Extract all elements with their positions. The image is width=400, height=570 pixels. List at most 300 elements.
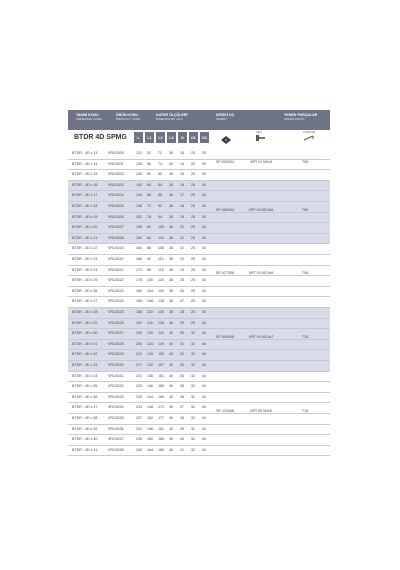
dimension-cell: 149 — [158, 341, 164, 346]
dimension-cell: 44 — [202, 416, 206, 420]
dimension-cell: 32 — [191, 416, 195, 420]
ordering-code-cell: BTDR - 4D x 22 — [72, 246, 98, 251]
product-code-cell: VRU3200 — [108, 151, 124, 155]
dimension-cell: 34 — [202, 246, 206, 251]
dimension-cell: 34 — [202, 288, 206, 293]
dimension-cell: 124 — [147, 341, 153, 346]
ordering-code-cell: BTDR - 4D x 17 — [72, 193, 98, 198]
dimension-cell: 28 — [180, 310, 184, 314]
dimension-cell: 34 — [202, 182, 206, 187]
dimension-cell: 221 — [136, 373, 142, 378]
dimension-cell: 36 — [169, 310, 173, 314]
dimension-cell: 52 — [147, 151, 151, 155]
product-code-cell: VRU3238 — [108, 447, 124, 452]
screw-code: VRT 01 M2x5 — [250, 159, 272, 164]
dimension-cell: 181 — [158, 426, 164, 431]
table-header — [68, 110, 330, 130]
dimension-cell: 164 — [136, 246, 142, 251]
product-code-cell: VRU3208 — [108, 235, 124, 240]
insert-code: SP-07T308 — [215, 271, 235, 276]
ordering-code-cell: BTDR - 4D x 37 — [72, 405, 98, 410]
dimension-cell: 44 — [202, 437, 206, 442]
dimension-cell: 112 — [158, 257, 164, 261]
row-divider — [68, 286, 330, 287]
dimension-cell: 36 — [169, 299, 173, 304]
dimension-cell: 36 — [169, 267, 173, 272]
dimension-cell: 76 — [147, 214, 151, 219]
row-divider — [68, 381, 330, 382]
product-code-cell: VRU3205 — [108, 204, 124, 208]
ordering-code-cell: BTDR - 4D x 27 — [72, 299, 98, 304]
dimension-cell: 56 — [147, 161, 151, 166]
dimension-cell: 144 — [147, 394, 153, 399]
dimension-cell: 200 — [136, 331, 142, 336]
dimension-cell: 30 — [169, 172, 173, 177]
dimension-cell: 25 — [191, 288, 195, 293]
ordering-code-cell: BTDR - 4D x 41 — [72, 447, 98, 452]
dimension-cell: 108 — [147, 299, 153, 304]
key-code: T15 — [301, 409, 309, 413]
dimension-cell: 160 — [136, 235, 142, 240]
dimension-cell: 41 — [180, 447, 184, 452]
row-divider — [68, 159, 330, 160]
dimension-cell: 157 — [158, 363, 164, 367]
ordering-code-header: TAKIM KODU ORDERING CODE — [76, 113, 102, 122]
ordering-code-cell: BTDR - 4D x 36 — [72, 394, 98, 399]
ordering-code-cell: BTDR - 4D x 13 — [72, 151, 98, 155]
dimension-cell: 153 — [158, 352, 164, 357]
dimension-cell: 36 — [169, 182, 173, 187]
dimension-cell: 30 — [169, 151, 173, 155]
product-code-cell: VRU3207 — [108, 225, 124, 230]
dimension-cell: 210 — [136, 352, 142, 357]
dimension-cell: 26 — [180, 288, 184, 293]
row-divider — [68, 180, 330, 181]
dimension-cell: 32 — [191, 447, 195, 452]
row-divider — [68, 190, 330, 191]
dimension-cell: 25 — [191, 320, 195, 325]
dimension-cell: 104 — [147, 288, 153, 293]
product-code-cell: VRU3204 — [108, 193, 124, 198]
dimension-cell: 92 — [158, 204, 162, 208]
dim-column-head: L2 — [156, 132, 165, 143]
dimension-cell: 136 — [147, 373, 153, 378]
dimensions-header: KATER ÖLÇÜLERİ DIMENSIONS (mm) — [156, 113, 188, 122]
dimension-cell: 188 — [136, 310, 142, 314]
dimension-cell: 64 — [147, 182, 151, 187]
dimension-cell: 245 — [136, 437, 142, 442]
dimension-cell: 173 — [158, 405, 164, 410]
dimension-cell: 32 — [191, 405, 195, 410]
dimension-cell: 44 — [202, 384, 206, 389]
dimension-cell: 40 — [169, 363, 173, 367]
dimension-cell: 100 — [147, 278, 153, 283]
product-code-cell: VRU3228 — [108, 341, 124, 346]
row-divider — [68, 339, 330, 340]
dimension-cell: 185 — [158, 437, 164, 442]
dimension-cell: 122 — [136, 151, 142, 155]
dimension-cell: 33 — [180, 363, 184, 367]
dimension-cell: 25 — [202, 151, 206, 155]
dimension-cell: 44 — [202, 405, 206, 410]
ordering-code-cell: BTDR - 4D x 21 — [72, 235, 98, 240]
product-code-cell: VRU3226 — [108, 320, 124, 325]
key-code: T15 — [301, 334, 309, 339]
dimension-cell: 72 — [147, 204, 151, 208]
dimension-cell: 100 — [158, 225, 164, 230]
dimension-cell: 84 — [158, 182, 162, 187]
dimension-cell: 40 — [169, 341, 173, 346]
dimension-cell: 37 — [180, 405, 184, 410]
dimension-cell: 40 — [169, 384, 173, 389]
row-divider — [68, 233, 330, 234]
dimension-cell: 96 — [147, 267, 151, 272]
dimension-cell: 25 — [191, 204, 195, 208]
dimension-cell: 164 — [147, 447, 153, 452]
dimension-cell: 40 — [169, 416, 173, 420]
dimension-cell: 44 — [202, 352, 206, 357]
ordering-code-cell: BTDR - 4D x 31 — [72, 341, 98, 346]
row-divider — [68, 201, 330, 202]
row-divider — [68, 413, 330, 414]
dimension-cell: 24 — [180, 267, 184, 272]
dim-column-head: D2 — [200, 132, 209, 143]
ordering-code-cell: BTDR - 4D x 35 — [72, 384, 98, 389]
dimension-cell: 36 — [169, 288, 173, 293]
ordering-code-cell: BTDR - 4D x 30 — [72, 331, 98, 336]
dimension-cell: 32 — [191, 437, 195, 442]
dimension-cell: 32 — [191, 384, 195, 389]
product-code-cell: VRU3225 — [108, 310, 124, 314]
ordering-code-cell: BTDR - 4D x 34 — [72, 373, 98, 378]
dimension-cell: 225 — [136, 384, 142, 389]
row-divider — [68, 296, 330, 297]
insert-code: SP-090408 — [216, 334, 234, 339]
ordering-code-cell: BTDR - 4D x 16 — [72, 182, 98, 187]
dimension-cell: 130 — [158, 310, 164, 314]
product-code-cell: VRU3203 — [108, 182, 124, 187]
dimension-cell: 92 — [147, 257, 151, 261]
dimension-cell: 74 — [158, 161, 162, 166]
ordering-code-cell: BTDR - 4D x 14 — [72, 161, 98, 166]
dimension-cell: 156 — [136, 225, 142, 230]
dimension-cell: 32 — [191, 341, 195, 346]
dimension-cell: 32 — [191, 331, 195, 336]
dimension-cell: 36 — [180, 394, 184, 399]
insert-code: SP-050204 — [216, 159, 234, 164]
insert-code: SP-060204 — [216, 207, 234, 212]
dimension-cell: 22 — [180, 246, 184, 251]
product-code-cell: VRU3223 — [108, 288, 124, 293]
dimension-cell: 110 — [147, 310, 153, 314]
dimension-cell: 32 — [191, 373, 195, 378]
row-divider — [68, 371, 330, 372]
row-divider — [68, 169, 330, 170]
row-divider — [68, 392, 330, 393]
dimension-cell: 130 — [136, 172, 142, 177]
dimension-cell: 124 — [158, 288, 164, 293]
dimension-cell: 44 — [202, 447, 206, 452]
screw-code: VRT 05 M4x9 — [250, 409, 272, 413]
dimension-cell: 192 — [136, 320, 142, 325]
product-code-cell: VRU3227 — [108, 331, 124, 336]
dimension-cell: 40 — [169, 447, 173, 452]
dimension-cell: 25 — [191, 278, 195, 283]
screw-code: VRT 04 M3,5x7 — [248, 334, 274, 339]
dim-column-head: D1 — [189, 132, 198, 143]
dimension-cell: 25 — [191, 257, 195, 261]
dimension-cell: 16 — [180, 182, 184, 187]
dimension-cell: 27 — [180, 299, 184, 304]
dimension-cell: 172 — [136, 267, 142, 272]
product-row — [68, 131, 330, 145]
dimension-cell: 30 — [180, 331, 184, 336]
screw-code: VRT 03 M2,5x5 — [248, 271, 274, 276]
dimension-cell: 36 — [169, 225, 173, 230]
dimension-cell: 237 — [136, 416, 142, 420]
dimension-cell: 152 — [136, 214, 142, 219]
dimension-cell: 38 — [180, 416, 184, 420]
dimension-cell: 34 — [202, 235, 206, 240]
dimension-cell: 34 — [202, 257, 206, 261]
dimension-cell: 40 — [169, 426, 173, 431]
dimension-cell: 34 — [202, 299, 206, 304]
dimension-cell: 80 — [147, 225, 151, 230]
dimension-cell: 17 — [180, 193, 184, 198]
spare-parts-header: YEDEK PARÇALAR SPARE PARTS — [284, 113, 318, 122]
product-code-cell: VRU3219 — [108, 246, 124, 251]
dimension-cell: 128 — [147, 352, 153, 357]
product-code-cell: VRU3206 — [108, 214, 124, 219]
dimension-cell: 44 — [202, 373, 206, 378]
row-divider — [68, 307, 330, 308]
dimension-cell: 30 — [169, 161, 173, 166]
dimension-cell: 39 — [180, 426, 184, 431]
dimension-cell: 140 — [158, 331, 164, 336]
dimension-cell: 169 — [158, 394, 164, 399]
row-divider — [68, 275, 330, 276]
dimension-cell: 217 — [136, 363, 142, 367]
dimension-cell: 34 — [202, 214, 206, 219]
product-code-cell: VRU3221 — [108, 267, 124, 272]
dimension-cell: 44 — [202, 363, 206, 367]
key-code: T06 — [301, 207, 309, 212]
dimension-cell: 25 — [191, 225, 195, 230]
dimension-cell: 25 — [191, 182, 195, 187]
dimension-cell: 132 — [147, 363, 153, 367]
dimension-cell: 25 — [191, 246, 195, 251]
dimension-cell: 94 — [158, 214, 162, 219]
product-code-cell: VRU3201 — [108, 161, 124, 166]
dimension-cell: 116 — [158, 267, 164, 272]
row-divider — [68, 402, 330, 403]
row-divider — [68, 254, 330, 255]
product-code-cell: VRU3231 — [108, 373, 124, 378]
key-code: T08 — [301, 271, 309, 276]
dimension-cell: 144 — [136, 193, 142, 198]
product-code-cell: VRU3220 — [108, 257, 124, 261]
dimension-cell: 152 — [147, 416, 153, 420]
product-code-cell: VRU3222 — [108, 278, 124, 283]
dimension-cell: 32 — [191, 352, 195, 357]
dimension-cell: 31 — [180, 341, 184, 346]
key-code: T06 — [301, 159, 309, 164]
row-divider — [68, 434, 330, 435]
dimension-cell: 25 — [191, 235, 195, 240]
dimension-cell: 140 — [136, 182, 142, 187]
dimension-cell: 116 — [147, 320, 153, 325]
dimension-cell: 104 — [158, 235, 164, 240]
dimension-cell: 25 — [202, 161, 206, 166]
dimension-cell: 68 — [147, 193, 151, 198]
dimension-cell: 184 — [136, 299, 142, 304]
dimension-cell: 25 — [191, 299, 195, 304]
dimension-cell: 40 — [169, 405, 173, 410]
dimension-cell: 40 — [169, 331, 173, 336]
screw-code: VRT 02 M2,5x5 — [248, 207, 274, 212]
dimension-cell: 120 — [158, 278, 164, 283]
dimension-cell: 36 — [169, 193, 173, 198]
row-divider — [68, 424, 330, 425]
insert-shape-icon — [220, 132, 232, 150]
row-divider — [68, 243, 330, 244]
dimension-cell: 44 — [202, 331, 206, 336]
dimension-cell: 249 — [136, 447, 142, 452]
dimension-cell: 25 — [191, 267, 195, 272]
dimension-cell: 29 — [180, 320, 184, 325]
dimension-cell: 36 — [169, 204, 173, 208]
dimension-cell: 34 — [202, 204, 206, 208]
ordering-code-cell: BTDR - 4D x 26 — [72, 288, 98, 293]
ordering-code-cell: BTDR - 4D x 19 — [72, 214, 98, 219]
dimension-cell: 233 — [136, 405, 142, 410]
dimension-cell: 40 — [169, 394, 173, 399]
product-code-cell: VRU3232 — [108, 384, 124, 389]
ordering-code-cell: BTDR - 4D x 15 — [72, 172, 98, 177]
dimension-cell: 36 — [169, 320, 173, 325]
dimension-cell: 20 — [191, 161, 195, 166]
dimension-cell: 25 — [191, 310, 195, 314]
ordering-code-cell: BTDR - 4D x 40 — [72, 437, 98, 442]
dimension-cell: 14 — [180, 161, 184, 166]
row-divider — [68, 328, 330, 329]
dimension-cell: 88 — [147, 246, 151, 251]
dimension-cell: 34 — [202, 320, 206, 325]
dimension-cell: 34 — [202, 267, 206, 272]
dimension-cell: 40 — [180, 437, 184, 442]
dimension-cell: 21 — [180, 235, 184, 240]
dimension-cell: 20 — [191, 172, 195, 177]
dimension-cell: 156 — [147, 426, 153, 431]
screw-icon — [252, 134, 266, 142]
dimension-cell: 40 — [169, 352, 173, 357]
dimension-cell: 180 — [136, 288, 142, 293]
dim-column-head: L1 — [145, 132, 154, 143]
row-divider — [68, 360, 330, 361]
ordering-code-cell: BTDR - 4D x 18 — [72, 204, 98, 208]
dimension-cell: 165 — [158, 384, 164, 389]
row-divider — [68, 212, 330, 213]
dimension-cell: 136 — [158, 320, 164, 325]
dimension-cell: 60 — [147, 172, 151, 177]
row-divider — [68, 349, 330, 350]
dimension-columns — [134, 132, 209, 143]
row-divider — [68, 455, 330, 456]
dimension-cell: 140 — [147, 384, 153, 389]
dimension-cell: 205 — [136, 341, 142, 346]
dimension-cell: 32 — [180, 352, 184, 357]
dimension-cell: 34 — [202, 225, 206, 230]
dimension-cell: 40 — [169, 373, 173, 378]
dimension-cell: 148 — [136, 204, 142, 208]
dimension-cell: 241 — [136, 426, 142, 431]
row-divider — [68, 445, 330, 446]
dimension-cell: 44 — [202, 341, 206, 346]
key-icon — [302, 134, 316, 142]
dimension-cell: 36 — [169, 278, 173, 283]
dimension-cell: 18 — [180, 151, 184, 155]
ordering-code-cell: BTDR - 4D x 29 — [72, 320, 98, 325]
insert-code: SP-110408 — [216, 409, 234, 413]
dim-column-head: L — [134, 132, 143, 143]
dimension-cell: 177 — [158, 416, 164, 420]
dimension-cell: 34 — [202, 310, 206, 314]
dimension-cell: 15 — [180, 172, 184, 177]
ordering-code-cell: BTDR - 4D x 24 — [72, 267, 98, 272]
dimension-cell: 44 — [202, 394, 206, 399]
dimension-cell: 229 — [136, 394, 142, 399]
dimension-cell: 160 — [147, 437, 153, 442]
key-column: ANAHTAR — [302, 131, 316, 143]
dimension-cell: 36 — [169, 214, 173, 219]
product-code-cell: VRU3236 — [108, 426, 124, 431]
row-divider — [68, 318, 330, 319]
dimension-cell: 161 — [158, 373, 164, 378]
product-code-header: ÜRÜN KODU PRODUCT CODE — [116, 113, 141, 122]
dimension-cell: 36 — [169, 235, 173, 240]
dimension-cell: 25 — [180, 278, 184, 283]
dim-column-head: L3 — [167, 132, 176, 143]
ordering-code-cell: BTDR - 4D x 32 — [72, 352, 98, 357]
dimension-cell: 25 — [202, 172, 206, 177]
dimension-cell: 35 — [180, 384, 184, 389]
ordering-code-cell: BTDR - 4D x 28 — [72, 310, 98, 314]
dimension-cell: 25 — [191, 193, 195, 198]
dimension-cell: 32 — [191, 394, 195, 399]
dimension-cell: 176 — [136, 278, 142, 283]
dimension-cell: 88 — [158, 193, 162, 198]
dimension-cell: 126 — [136, 161, 142, 166]
dimension-cell: 25 — [191, 214, 195, 219]
dimension-cell: 128 — [158, 299, 164, 304]
ordering-code-cell: BTDR - 4D x 23 — [72, 257, 98, 261]
insert-header: KESİCİ UÇ INSERT — [216, 113, 235, 122]
dimension-cell: 32 — [191, 426, 195, 431]
dimension-cell: 34 — [180, 373, 184, 378]
dimension-cell: 148 — [147, 405, 153, 410]
dimension-cell: 120 — [147, 331, 153, 336]
ordering-code-cell: BTDR - 4D x 25 — [72, 278, 98, 283]
dimension-cell: 72 — [158, 151, 162, 155]
dimension-cell: 80 — [158, 172, 162, 177]
dimension-cell: 19 — [180, 214, 184, 219]
ordering-code-cell: BTDR - 4D x 38 — [72, 416, 98, 420]
ordering-code-cell: BTDR - 4D x 33 — [72, 363, 98, 367]
dimension-cell: 23 — [180, 257, 184, 261]
dimension-cell: 84 — [147, 235, 151, 240]
product-code-cell: VRU3229 — [108, 352, 124, 357]
row-divider — [68, 265, 330, 266]
